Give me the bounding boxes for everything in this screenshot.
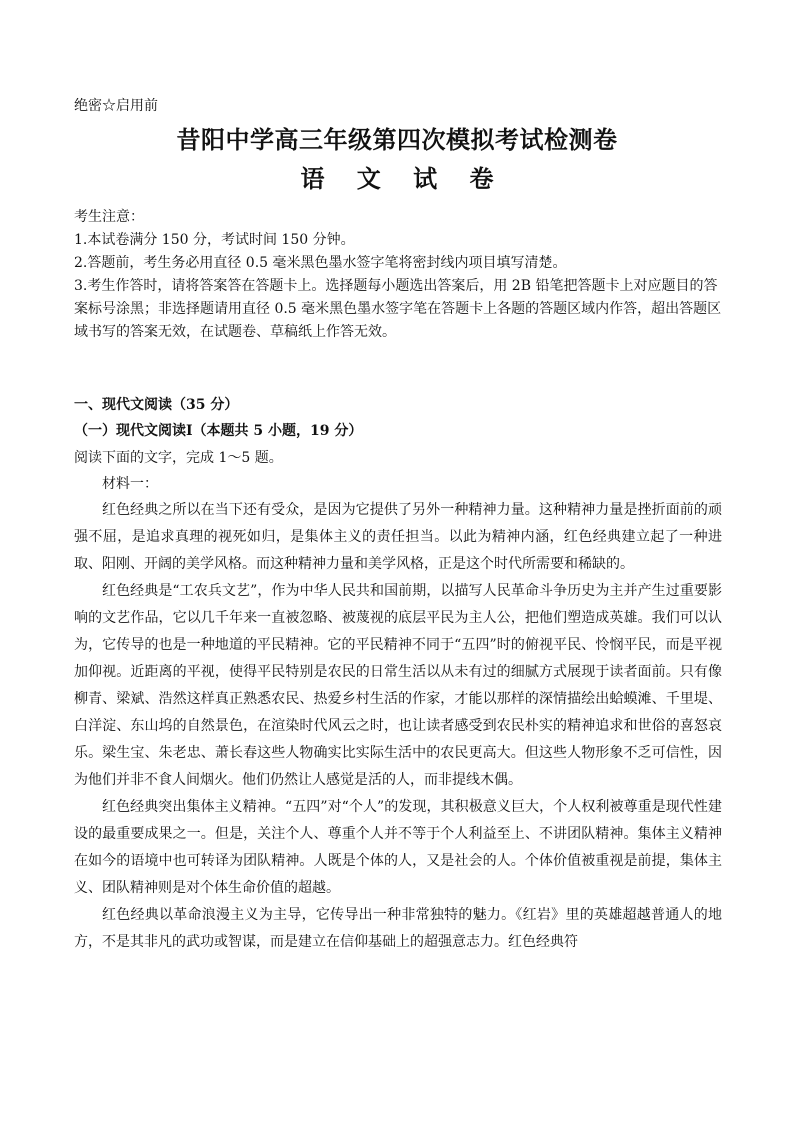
passage-paragraph: 红色经典之所以在当下还有受众，是因为它提供了另外一种精神力量。这种精神力量是挫折面前的顽强不屈，是追求真理的视死如归，是集体主义的责任担当。以此为精神内涵，红色经典建立起了一种进取、阳刚、开阔的美学风格。而这种精神力量和美学风格，正是这个时代所需要和稀缺的。 xyxy=(74,502,722,572)
notes-item-2: 2.答题前，考生务必用直径 0.5 毫米黑色墨水签字笔将密封线内项目填写清楚。 xyxy=(74,255,567,271)
reading-instruction: 阅读下面的文字，完成 1～5 题。 xyxy=(74,450,283,466)
notes-item-3: 3.考生作答时，请将答案答在答题卡上。选择题每小题选出答案后，用 2B 铅笔把答题卡上对应题目的答案标号涂黑；非选择题请用直径 0.5 毫米黑色墨水签字笔在答题卡上各题的答题区域内作答，超出答题区域书写的答案无效，在试题卷、草稿纸上作答无效。 xyxy=(74,278,722,340)
section-title: 一、现代文阅读（35 分） xyxy=(74,397,239,413)
passage-paragraph: 红色经典突出集体主义精神。“五四”对“个人”的发现，其积极意义巨大，个人权利被尊重是现代性建设的最重要成果之一。但是，关注个人、尊重个人并不等于个人利益至上、不讲团队精神。集体主义精神在如今的语境中也可转译为团队精神。人既是个体的人，又是社会的人。个体价值被重视是前提，集体主义、团队精神则是对个体生命价值的超越。 xyxy=(74,799,722,896)
confidential-mark: 绝密☆启用前 xyxy=(74,98,158,114)
subsection-title: （一）现代文阅读Ⅰ（本题共 5 小题，19 分） xyxy=(74,423,363,439)
exam-title: 昔阳中学高三年级第四次模拟考试检测卷 xyxy=(176,125,618,154)
notes-heading: 考生注意： xyxy=(74,209,144,225)
reading-passage xyxy=(74,497,722,956)
material-label: 材料一： xyxy=(102,476,158,492)
candidate-notes xyxy=(74,206,722,344)
passage-paragraph: 红色经典以革命浪漫主义为主导，它传导出一种非常独特的魅力。《红岩》里的英雄超越普通人的地方，不是其非凡的武功或智谋，而是建立在信仰基础上的超强意志力。红色经典符 xyxy=(74,907,722,950)
notes-item-1: 1.本试卷满分 150 分，考试时间 150 分钟。 xyxy=(74,232,355,248)
passage-paragraph: 红色经典是“工农兵文艺”，作为中华人民共和国前期，以描写人民革命斗争历史为主并产生过重要影响的文艺作品，它以几千年来一直被忽略、被蔑视的底层平民为主人公，把他们塑造成英雄。我们可以认为，它传导的也是一种地道的平民精神。它的平民精神不同于“五四”时的俯视平民、怜悯平民，而是平视加仰视。近距离的平视，使得平民特别是农民的日常生活以从未有过的细腻方式展现于读者面前。只有像柳青、梁斌、浩然这样真正熟悉农民、热爱乡村生活的作家，才能以那样的深情描绘出蛤蟆滩、千里堤、白洋淀、东山坞的自然景色，在渲染时代风云之时，也让读者感受到农民朴实的精神追求和世俗的喜怒哀乐。梁生宝、朱老忠、萧长春这些人物确实比实际生活中的农民更高大。但这些人物形象不乏可信性，因为他们并非不食人间烟火。他们仍然让人感觉是活的人，而非提线木偶。 xyxy=(74,583,722,788)
exam-subject: 语 文 试 卷 xyxy=(300,164,506,193)
